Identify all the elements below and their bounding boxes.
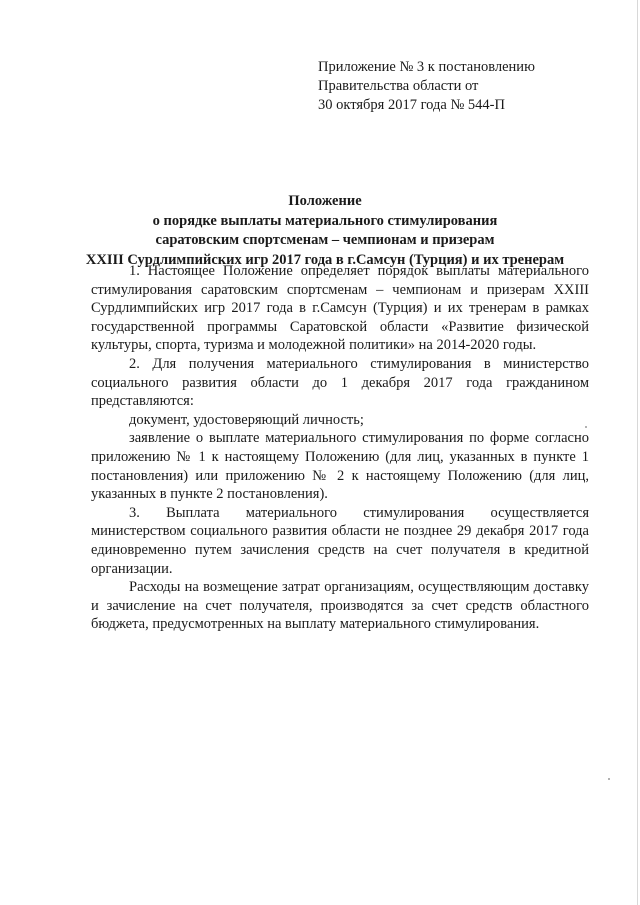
paragraph-3: 3. Выплата материального стимулирования осуществляется министерством социального развития области не позднее 29 декабря 2017 года единовременно путем зачисления средств на счет получателя в кредитной организации. — [91, 504, 589, 577]
paragraph-list-item-2: заявление о выплате материального стимулирования по форме согласно приложению № 1 к настоящему Положению (для лиц, указанных в пункте 1 постановления) или приложению № 2 к настоящему Положению (для лиц, указанных в пункте 2 постановления). — [91, 430, 589, 503]
paragraph-2: 2. Для получения материального стимулирования в министерство социального развития области до 1 декабря 2017 года гражданином представляются: — [91, 355, 589, 410]
scan-edge-line — [637, 0, 638, 905]
title-line-3: саратовским спортсменам – чемпионам и призерам — [155, 232, 495, 248]
scan-speck — [608, 778, 610, 780]
appendix-line-2: Правительства области от — [318, 78, 479, 94]
title-line-2: о порядке выплаты материального стимулирования — [152, 212, 498, 229]
title-line-1: Положение — [288, 193, 362, 209]
paragraph-1: 1. Настоящее Положение определяет порядок выплаты материального стимулирования саратовским спортсменам – чемпионам и призерам XXIII Сурдлимпийских игр 2017 года в г.Самсун (Турция) и их тренерам в рамках государственной программы Саратовской области «Развитие физической культуры, спорта, туризма и молодежной политики» на 2014-2020 годы. — [91, 263, 589, 354]
document-title — [60, 192, 590, 270]
title-line-4: XXIII Сурдлимпийских игр 2017 года в г.Самсун (Турция) и их тренерам — [85, 251, 565, 268]
paragraph-4: Расходы на возмещение затрат организациям, осуществляющим доставку и зачисление на счет получателя, производятся за счет средств областного бюджета, предусмотренных на выплату материального стимулирования. — [91, 579, 589, 633]
appendix-line-1: Приложение № 3 к постановлению — [318, 59, 535, 75]
appendix-header — [318, 58, 618, 115]
document-body — [91, 262, 589, 634]
paragraph-list-item-1: документ, удостоверяющий личность; — [129, 411, 364, 428]
scan-speck — [585, 426, 587, 428]
appendix-line-3: 30 октября 2017 года № 544-П — [318, 97, 505, 113]
